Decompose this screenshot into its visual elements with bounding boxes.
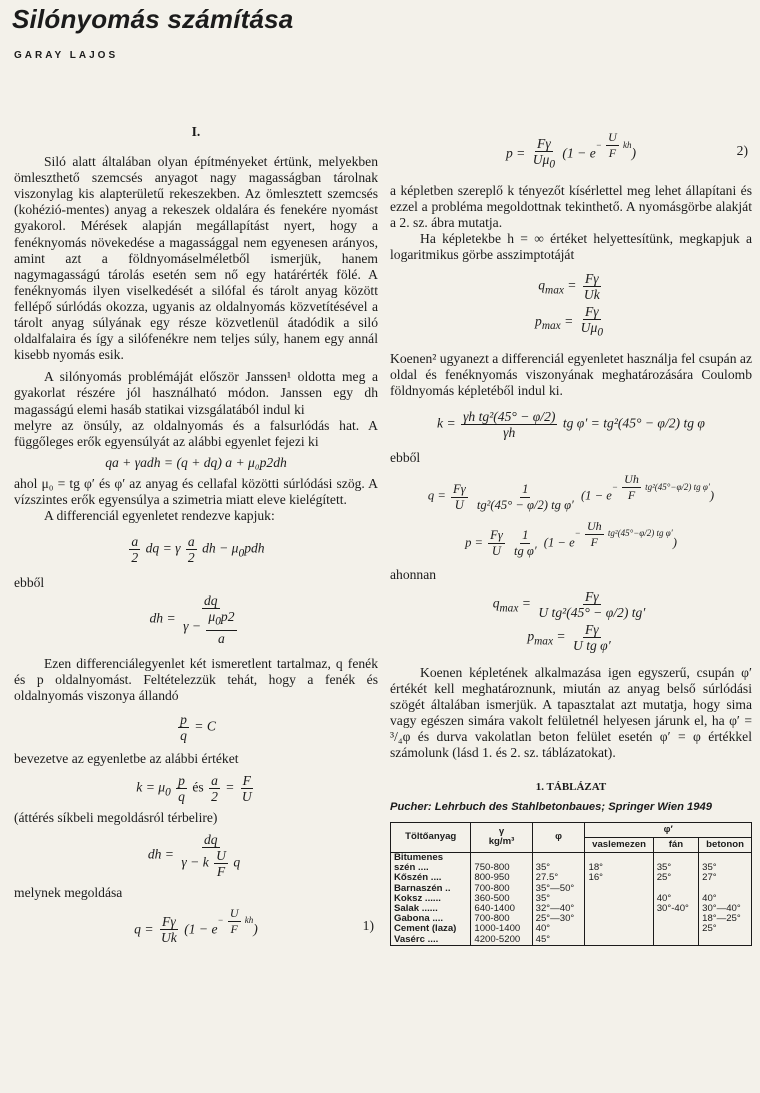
table-cell: [585, 935, 653, 946]
paragraph-application: Koenen képletének alkalmazása igen egyszerű, csupán φ′ értékét kell meghatároznunk, miután az anyag belső súrlódási szögét általában ismerjük. A tapasztalat azt mutatja, hogy sima vagy egészen simára vakolt felületnél helyesen járunk el, ha φ′ = ³/₄φ és durva vakolatlan beton felület esetén φ′ = φ értékkel számolunk (lásd 1. és 2. sz. táblázatokat).: [390, 664, 752, 761]
table-cell: 32°—40°: [532, 904, 585, 914]
equation-dh: dh = dq γ − $\frac{\mu_0p2}{a}$: [149, 593, 235, 646]
col-beton: betonon: [699, 837, 752, 852]
table-cell: Bitumenes: [391, 852, 471, 863]
col-material: Töltőanyag: [391, 822, 471, 852]
table-cell: 4200-5200: [471, 935, 532, 946]
table-row: [391, 884, 752, 894]
table-cell: [653, 914, 698, 924]
paragraph-solution: melynek megoldása: [14, 885, 123, 901]
col-fan: fán: [653, 837, 698, 852]
author-name: GARAY LAJOS: [14, 50, 119, 61]
table-cell: Kőszén ....: [391, 873, 471, 883]
table-cell: 700-800: [471, 884, 532, 894]
equation-differential: $\frac{a}{2}$ dq = γ $\frac{a}{2}$ dh − $\mu_0pdh$: [131, 534, 265, 566]
equation-pmax-koenen: $p_{max}$ = $\frac{F\gamma}{\text{U tg φ′}}$: [527, 621, 611, 653]
table-cell: 30°—40°: [699, 904, 752, 914]
equation-qmax-koenen: $q_{max}$ = $\frac{F\gamma}{\text{U tg²(45° − φ/2) tg′}}$: [492, 588, 646, 620]
paragraph-asymptote: Ha képletekbe h = ∞ értéket helyettesítünk, megkapjuk a logaritmikus görbe asszimptotáját: [390, 231, 752, 263]
table-cell: 30°-40°: [653, 904, 698, 914]
table-caption: 1. TÁBLÁZAT: [535, 781, 607, 794]
article-title: Silónyomás számítása: [12, 4, 294, 34]
col-phi-prime: φ′: [585, 822, 752, 837]
table-cell: 35°: [532, 863, 585, 873]
table-cell: 25°—30°: [532, 914, 585, 924]
equation-balance: qa + γadh = (q + dq) a + μ₀p2dh: [105, 454, 287, 470]
table-cell: szén ....: [391, 863, 471, 873]
label-ahonnan: ahonnan: [390, 566, 437, 582]
paragraph-intro: Siló alatt általában olyan építményeket értünk, melyekben ömleszthető szemcsés anyagot nagy magasságban tárolnak viszonylag kis alapterületű rekeszekben. Az ömlesztett szemcsés (kohézió-mentes) anyag a rekeszek oldalára és fenekére nyomást gyakorol. Mérések alapján megállapítást nyert, hogy a fenéknyomás növekedése a magassággal nem egyenesen arányos, amint azt a földnyomáselméletből ismerjük, hanem nagymagasságú tárolás esetén sem nő egy határérték fölé. A fenéknyomás ilyen viselkedését a silófal és tárolt anyag között fellépő súrlódás okozza, ugyanis az oldalnyomás közvetítésével a tárolt anyag súlyának egy része közvetlenül átadódik a siló oldalfalaira és így a silófenékre nem teljes súly, hanem egy annál kisebb nyomás esik.: [14, 154, 378, 363]
table-cell: 800-950: [471, 873, 532, 883]
equation-p-koenen: p = $\frac{F\gamma}{U}$ $\frac{1}{\text{tg φ′}}$ $(1 - e^{- \frac{Uh}{F} tg^2(45^\circ-\varphi/2) tg \varphi'})$: [465, 518, 677, 558]
paragraph-rearrange: A differenciál egyenletet rendezve kapjuk:: [44, 508, 275, 524]
equation-ratio: $\frac{p}{q}$ = C: [180, 712, 216, 744]
table-cell: 35°: [699, 863, 752, 873]
table-cell: 40°: [699, 894, 752, 904]
table-cell: [585, 904, 653, 914]
table-cell: 25°: [653, 873, 698, 883]
table-cell: 35°—50°: [532, 884, 585, 894]
table-cell: 40°: [532, 924, 585, 934]
table-row: [391, 924, 752, 934]
table-cell: [653, 924, 698, 934]
equation-k: $k = \mu_0$ $\frac{p}{q}$ és $\frac{a}{2}$ = $\frac{F}{U}$: [136, 773, 252, 805]
col-gamma: γ kg/m³: [471, 822, 532, 852]
table-row: [391, 852, 752, 863]
table-cell: [585, 914, 653, 924]
section-heading: I.: [191, 124, 201, 139]
label-ebbol-right: ebből: [390, 450, 421, 466]
table-cell: Koksz ......: [391, 894, 471, 904]
col-vasle: vaslemezen: [585, 837, 653, 852]
table-cell: 16°: [585, 873, 653, 883]
table-row: [391, 935, 752, 946]
table-cell: 35°: [653, 863, 698, 873]
paragraph-koenen: Koenen² ugyanezt a differenciál egyenletet használja fel csupán az oldal és fenéknyomás viszonyának meghatározására Coulomb földnyomás képletéből indul ki.: [390, 350, 752, 399]
table-cell: 360-500: [471, 894, 532, 904]
table-cell: Vasérc ....: [391, 935, 471, 946]
paragraph-spatial: (áttérés síkbeli megoldásról térbelire): [14, 810, 218, 826]
equation-1: q = $\frac{F\gamma}{Uk}$ $(1 - e^{- \frac{U}{F} kh})$ 1): [134, 905, 374, 946]
paragraph-k-factor: a képletben szereplő k tényezőt kísérlettel meg lehet állapítani és ezzel a probléma megoldottnak tekinthető. A nyomásgörbe alakját a 2. sz. ábra mutatja.: [390, 182, 752, 230]
table-cell: 40°: [653, 894, 698, 904]
table-cell: 640-1400: [471, 904, 532, 914]
paragraph-substitute: bevezetve az egyenletbe az alábbi értéket: [14, 751, 239, 767]
table-cell: 1000-1400: [471, 924, 532, 934]
left-column: [14, 122, 378, 949]
table-cell: 750-800: [471, 863, 532, 873]
table-cell: 25°: [699, 924, 752, 934]
equation-dh-spatial: dh = dq γ − k $\frac{U}{F}$ q: [147, 832, 241, 880]
equation-k-coulomb: k = $\frac{\text{γh tg²(45° − φ/2)}}{\gamma h}$ tg φ′ = tg²(45° − φ/2) tg φ: [437, 409, 705, 441]
table-source: Pucher: Lehrbuch des Stahlbetonbaues; Springer Wien 1949: [390, 801, 712, 814]
table-cell: Barnaszén ..: [391, 884, 471, 894]
equation-pmax: $p_{max}$ = $\frac{F\gamma}{U\mu_0}$: [535, 304, 603, 339]
col-phi: φ: [532, 822, 585, 852]
table-cell: Gabona ....: [391, 914, 471, 924]
equation-2: p = $\frac{F\gamma}{U\mu_0}$ $(1 - e^{- \frac{U}{F} kh})$ 2): [505, 130, 748, 171]
table-cell: 27°: [699, 873, 752, 883]
table-cell: 27.5°: [532, 873, 585, 883]
label-ebbol-left: ebből: [14, 575, 45, 591]
paragraph-forces: melyre az önsúly, az oldalnyomás és a falsurlódás hat. A függőleges erők egyensúlyát az alábbi egyenlet fejezi ki: [14, 417, 378, 449]
table-cell: Salak ......: [391, 904, 471, 914]
table-cell: 18°—25°: [699, 914, 752, 924]
paragraph-mu: ahol μ₀ = tg φ′ és φ′ az anyag és cellafal közötti súrlódási szög. A vízszintes erők egyensúlya a szimetria miatt eleve kielégített.: [14, 475, 378, 507]
right-column: [390, 122, 752, 946]
table-cell: [585, 884, 653, 894]
table-cell: [585, 924, 653, 934]
table-cell: 700-800: [471, 914, 532, 924]
equation-2-number: 2): [736, 143, 748, 159]
table-cell: 45°: [532, 935, 585, 946]
material-table: [390, 822, 752, 946]
table-cell: 18°: [585, 863, 653, 873]
table-cell: 35°: [532, 894, 585, 904]
table-cell: [585, 894, 653, 904]
equation-q-koenen: q = $\frac{F\gamma}{U}$ $\frac{1}{\text{tg²(45° − φ/2) tg φ′}}$ $(1 - e^{- \frac{Uh}{F} tg^2(45^\circ-\varphi/2) tg \varphi'})$: [427, 472, 715, 512]
table-row: [391, 863, 752, 873]
paragraph-janssen: A silónyomás problémáját először Janssen¹ oldotta meg a gyakorlat részére jól használható módon. Janssen egy dh magasságú elemi hasáb statikai vizsgálatából indul ki: [14, 369, 378, 417]
paragraph-unknowns: Ezen differenciálegyenlet két ismeretlent tartalmaz, q fenék és p oldalnyomást. Feltételezzük tehát, hogy a fenék és oldalnyomás viszonya állandó: [14, 655, 378, 704]
table-cell: Cement (laza): [391, 924, 471, 934]
table-cell: [653, 935, 698, 946]
table-cell: [699, 935, 752, 946]
equation-1-number: 1): [362, 917, 374, 933]
equation-qmax: $q_{max}$ = $\frac{F\gamma}{Uk}$: [538, 271, 600, 303]
